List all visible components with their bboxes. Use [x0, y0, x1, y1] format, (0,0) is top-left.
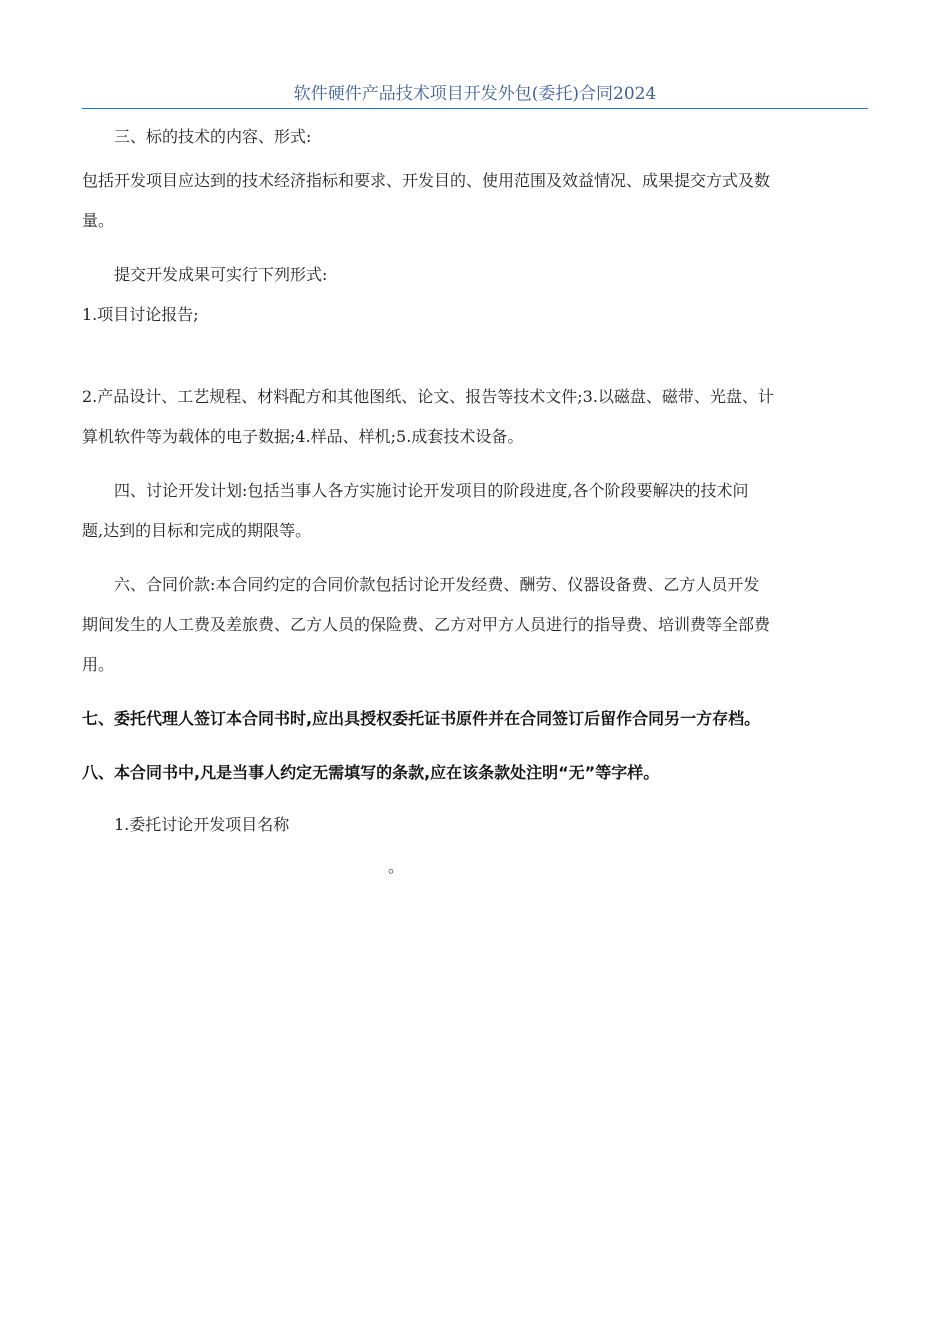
forms-list-line-2: 算机软件等为载体的电子数据;4.样品、样机;5.成套技术设备。 — [82, 427, 524, 446]
page-header-title: 软件硬件产品技术项目开发外包(委托)合同2024 — [293, 84, 657, 104]
section-4-line-2: 题,达到的目标和完成的期限等。 — [82, 521, 312, 540]
section-6-line-1: 六、合同价款:本合同约定的合同价款包括讨论开发经费、酬劳、仪器设备费、乙方人员开发 — [114, 575, 760, 594]
forms-intro: 提交开发成果可实行下列形式: — [114, 265, 328, 284]
trailing-period: 。 — [388, 857, 405, 876]
section-4-line-1: 四、讨论开发计划:包括当事人各方实施讨论开发项目的阶段进度,各个阶段要解决的技术问 — [114, 481, 749, 500]
section-6-line-3: 用。 — [82, 655, 115, 674]
project-name-item: 1.委托讨论开发项目名称 — [114, 815, 290, 834]
forms-list-line-1: 2.产品设计、工艺规程、材料配方和其他图纸、论文、报告等技术文件;3.以磁盘、磁带、光盘、计 — [82, 387, 774, 406]
section-3-heading: 三、标的技术的内容、形式: — [114, 127, 312, 146]
section-8-bold: 八、本合同书中,凡是当事人约定无需填写的条款,应在该条款处注明“无”等字样。 — [82, 763, 660, 782]
form-item-1: 1.项目讨论报告; — [82, 305, 199, 324]
header-divider — [82, 108, 868, 109]
section-6-line-2: 期间发生的人工费及差旅费、乙方人员的保险费、乙方对甲方人员进行的指导费、培训费等全部费 — [82, 615, 771, 634]
section-7-bold: 七、委托代理人签订本合同书时,应出具授权委托证书原件并在合同签订后留作合同另一方存档。 — [82, 709, 761, 728]
section-3-paragraph-line-2: 量。 — [82, 211, 115, 230]
section-3-paragraph-line-1: 包括开发项目应达到的技术经济指标和要求、开发目的、使用范围及效益情况、成果提交方式及数 — [82, 171, 771, 190]
